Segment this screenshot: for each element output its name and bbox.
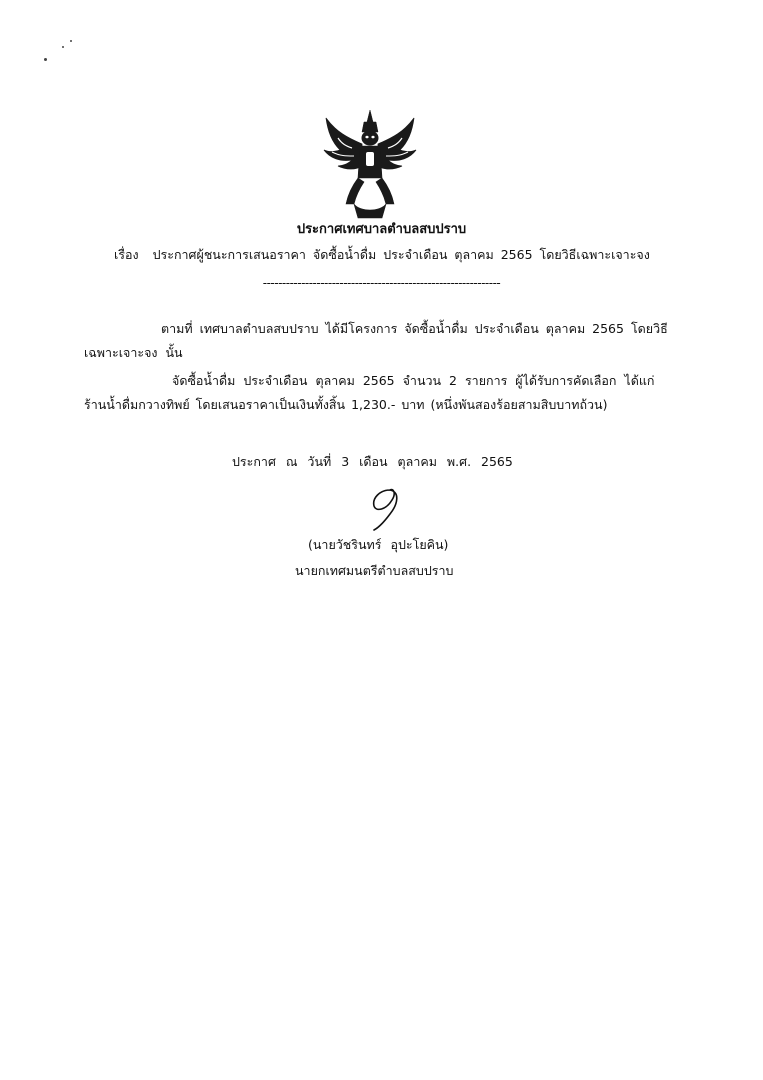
handwritten-signature: [360, 486, 410, 532]
document-title: ประกาศเทศบาลตำบลสบปราบ: [296, 222, 467, 237]
signatory-name: (นายวัชรินทร์ อุปะโยคิน): [308, 537, 449, 552]
scan-speck: [62, 46, 64, 48]
scan-speck: [70, 40, 72, 42]
subject-label: เรื่อง: [114, 247, 139, 262]
scan-speck: [44, 58, 47, 61]
subject-line: [114, 246, 650, 264]
announcement-date: ประกาศ ณ วันที่ 3 เดือน ตุลาคม พ.ศ. 2565: [232, 454, 513, 469]
paragraph-2-line-2: ร้านน้ำดื่มกวางทิพย์ โดยเสนอราคาเป็นเงินทั้งสิ้น 1,230.- บาท (หนึ่งพันสองร้อยสามสิบบาทถ้วน): [84, 397, 608, 412]
paragraph-2-line-1: จัดซื้อน้ำดื่ม ประจำเดือน ตุลาคม 2565 จำนวน 2 รายการ ผู้ได้รับการคัดเลือก ได้แก่: [172, 373, 655, 388]
subject-text: ประกาศผู้ชนะการเสนอราคา จัดซื้อน้ำดื่ม ประจำเดือน ตุลาคม 2565 โดยวิธีเฉพาะเจาะจง: [152, 247, 650, 262]
signatory-position: นายกเทศมนตรีตำบลสบปราบ: [295, 563, 454, 578]
paragraph-1-line-1: ตามที่ เทศบาลตำบลสบปราบ ได้มีโครงการ จัดซื้อน้ำดื่ม ประจำเดือน ตุลาคม 2565 โดยวิธี: [161, 321, 668, 336]
header-divider: --------------------------------------------------------------: [262, 276, 501, 290]
garuda-emblem: [318, 108, 422, 220]
paragraph-1-line-2: เฉพาะเจาะจง นั้น: [84, 345, 183, 360]
